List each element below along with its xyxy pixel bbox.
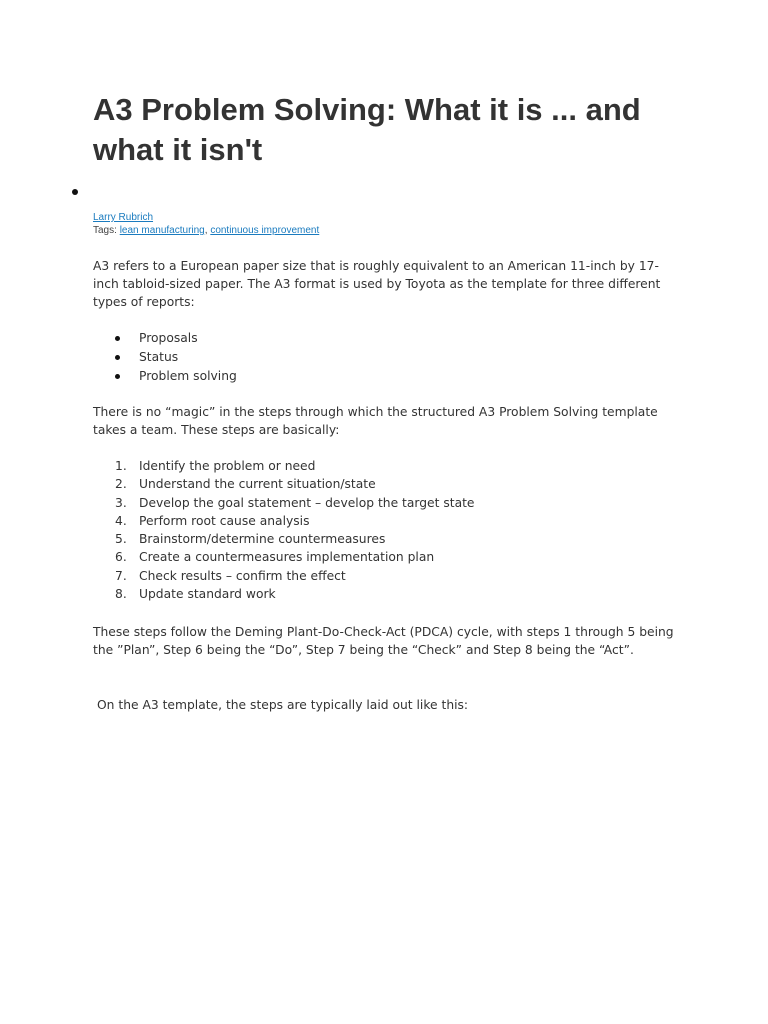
step-number: 6. bbox=[115, 550, 127, 565]
step-text: Create a countermeasures implementation plan bbox=[139, 550, 435, 565]
steps-list bbox=[93, 457, 475, 603]
bullet-icon bbox=[115, 374, 120, 379]
step-number: 2. bbox=[115, 477, 127, 492]
steps-intro-paragraph: There is no “magic” in the steps through which the structured A3 Problem Solving template takes a team. These steps are basically: bbox=[93, 405, 658, 438]
step-text: Develop the goal statement – develop the target state bbox=[139, 495, 475, 510]
author-row bbox=[93, 211, 319, 224]
step-number: 8. bbox=[115, 587, 127, 602]
list-item bbox=[93, 512, 475, 530]
step-number: 5. bbox=[115, 532, 127, 547]
article-title: A3 Problem Solving: What it is ... and what it isn't bbox=[93, 92, 641, 167]
template-paragraph: On the A3 template, the steps are typically laid out like this: bbox=[97, 698, 469, 712]
list-item bbox=[93, 567, 475, 585]
list-item bbox=[93, 348, 237, 367]
pdca-paragraph: These steps follow the Deming Plant-Do-Check-Act (PDCA) cycle, with steps 1 through 5 being the ”Plan”, Step 6 being the “Do”, Step 7 being the “Check” and Step 8 being the “Act”. bbox=[93, 625, 674, 658]
list-item-text: Proposals bbox=[139, 331, 198, 345]
report-types-list bbox=[93, 329, 237, 385]
tag-link-lean-manufacturing[interactable]: lean manufacturing bbox=[119, 225, 205, 236]
intro-paragraph: A3 refers to a European paper size that is roughly equivalent to an American 11-inch by 17-inch tabloid-sized paper. The A3 format is used by Toyota as the template for three different types of reports: bbox=[93, 259, 661, 310]
list-item bbox=[93, 530, 475, 548]
list-item-text: Status bbox=[139, 349, 179, 364]
list-item bbox=[93, 329, 237, 348]
step-text: Understand the current situation/state bbox=[139, 477, 376, 492]
tag-link-continuous-improvement[interactable]: continuous improvement bbox=[210, 225, 320, 236]
step-number: 7. bbox=[115, 568, 127, 583]
tags-row bbox=[93, 224, 319, 237]
list-item bbox=[93, 585, 475, 603]
tags-label: Tags: bbox=[93, 225, 117, 236]
author-link[interactable]: Larry Rubrich bbox=[93, 212, 154, 223]
step-number: 1. bbox=[115, 459, 127, 473]
empty-bullet-icon bbox=[72, 189, 78, 195]
step-text: Update standard work bbox=[139, 587, 276, 602]
list-item bbox=[93, 548, 475, 566]
step-text: Brainstorm/determine countermeasures bbox=[139, 532, 386, 547]
step-number: 3. bbox=[115, 495, 127, 510]
step-number: 4. bbox=[115, 513, 127, 528]
article-meta bbox=[93, 211, 319, 237]
step-text: Identify the problem or need bbox=[139, 459, 316, 473]
list-item bbox=[93, 475, 475, 493]
step-text: Check results – confirm the effect bbox=[139, 568, 346, 583]
tag-separator: , bbox=[204, 225, 208, 236]
bullet-icon bbox=[115, 336, 120, 341]
list-item bbox=[93, 494, 475, 512]
list-item-text: Problem solving bbox=[139, 368, 237, 383]
step-text: Perform root cause analysis bbox=[139, 513, 310, 528]
bullet-icon bbox=[115, 355, 120, 360]
list-item bbox=[93, 367, 237, 386]
list-item bbox=[93, 457, 475, 475]
